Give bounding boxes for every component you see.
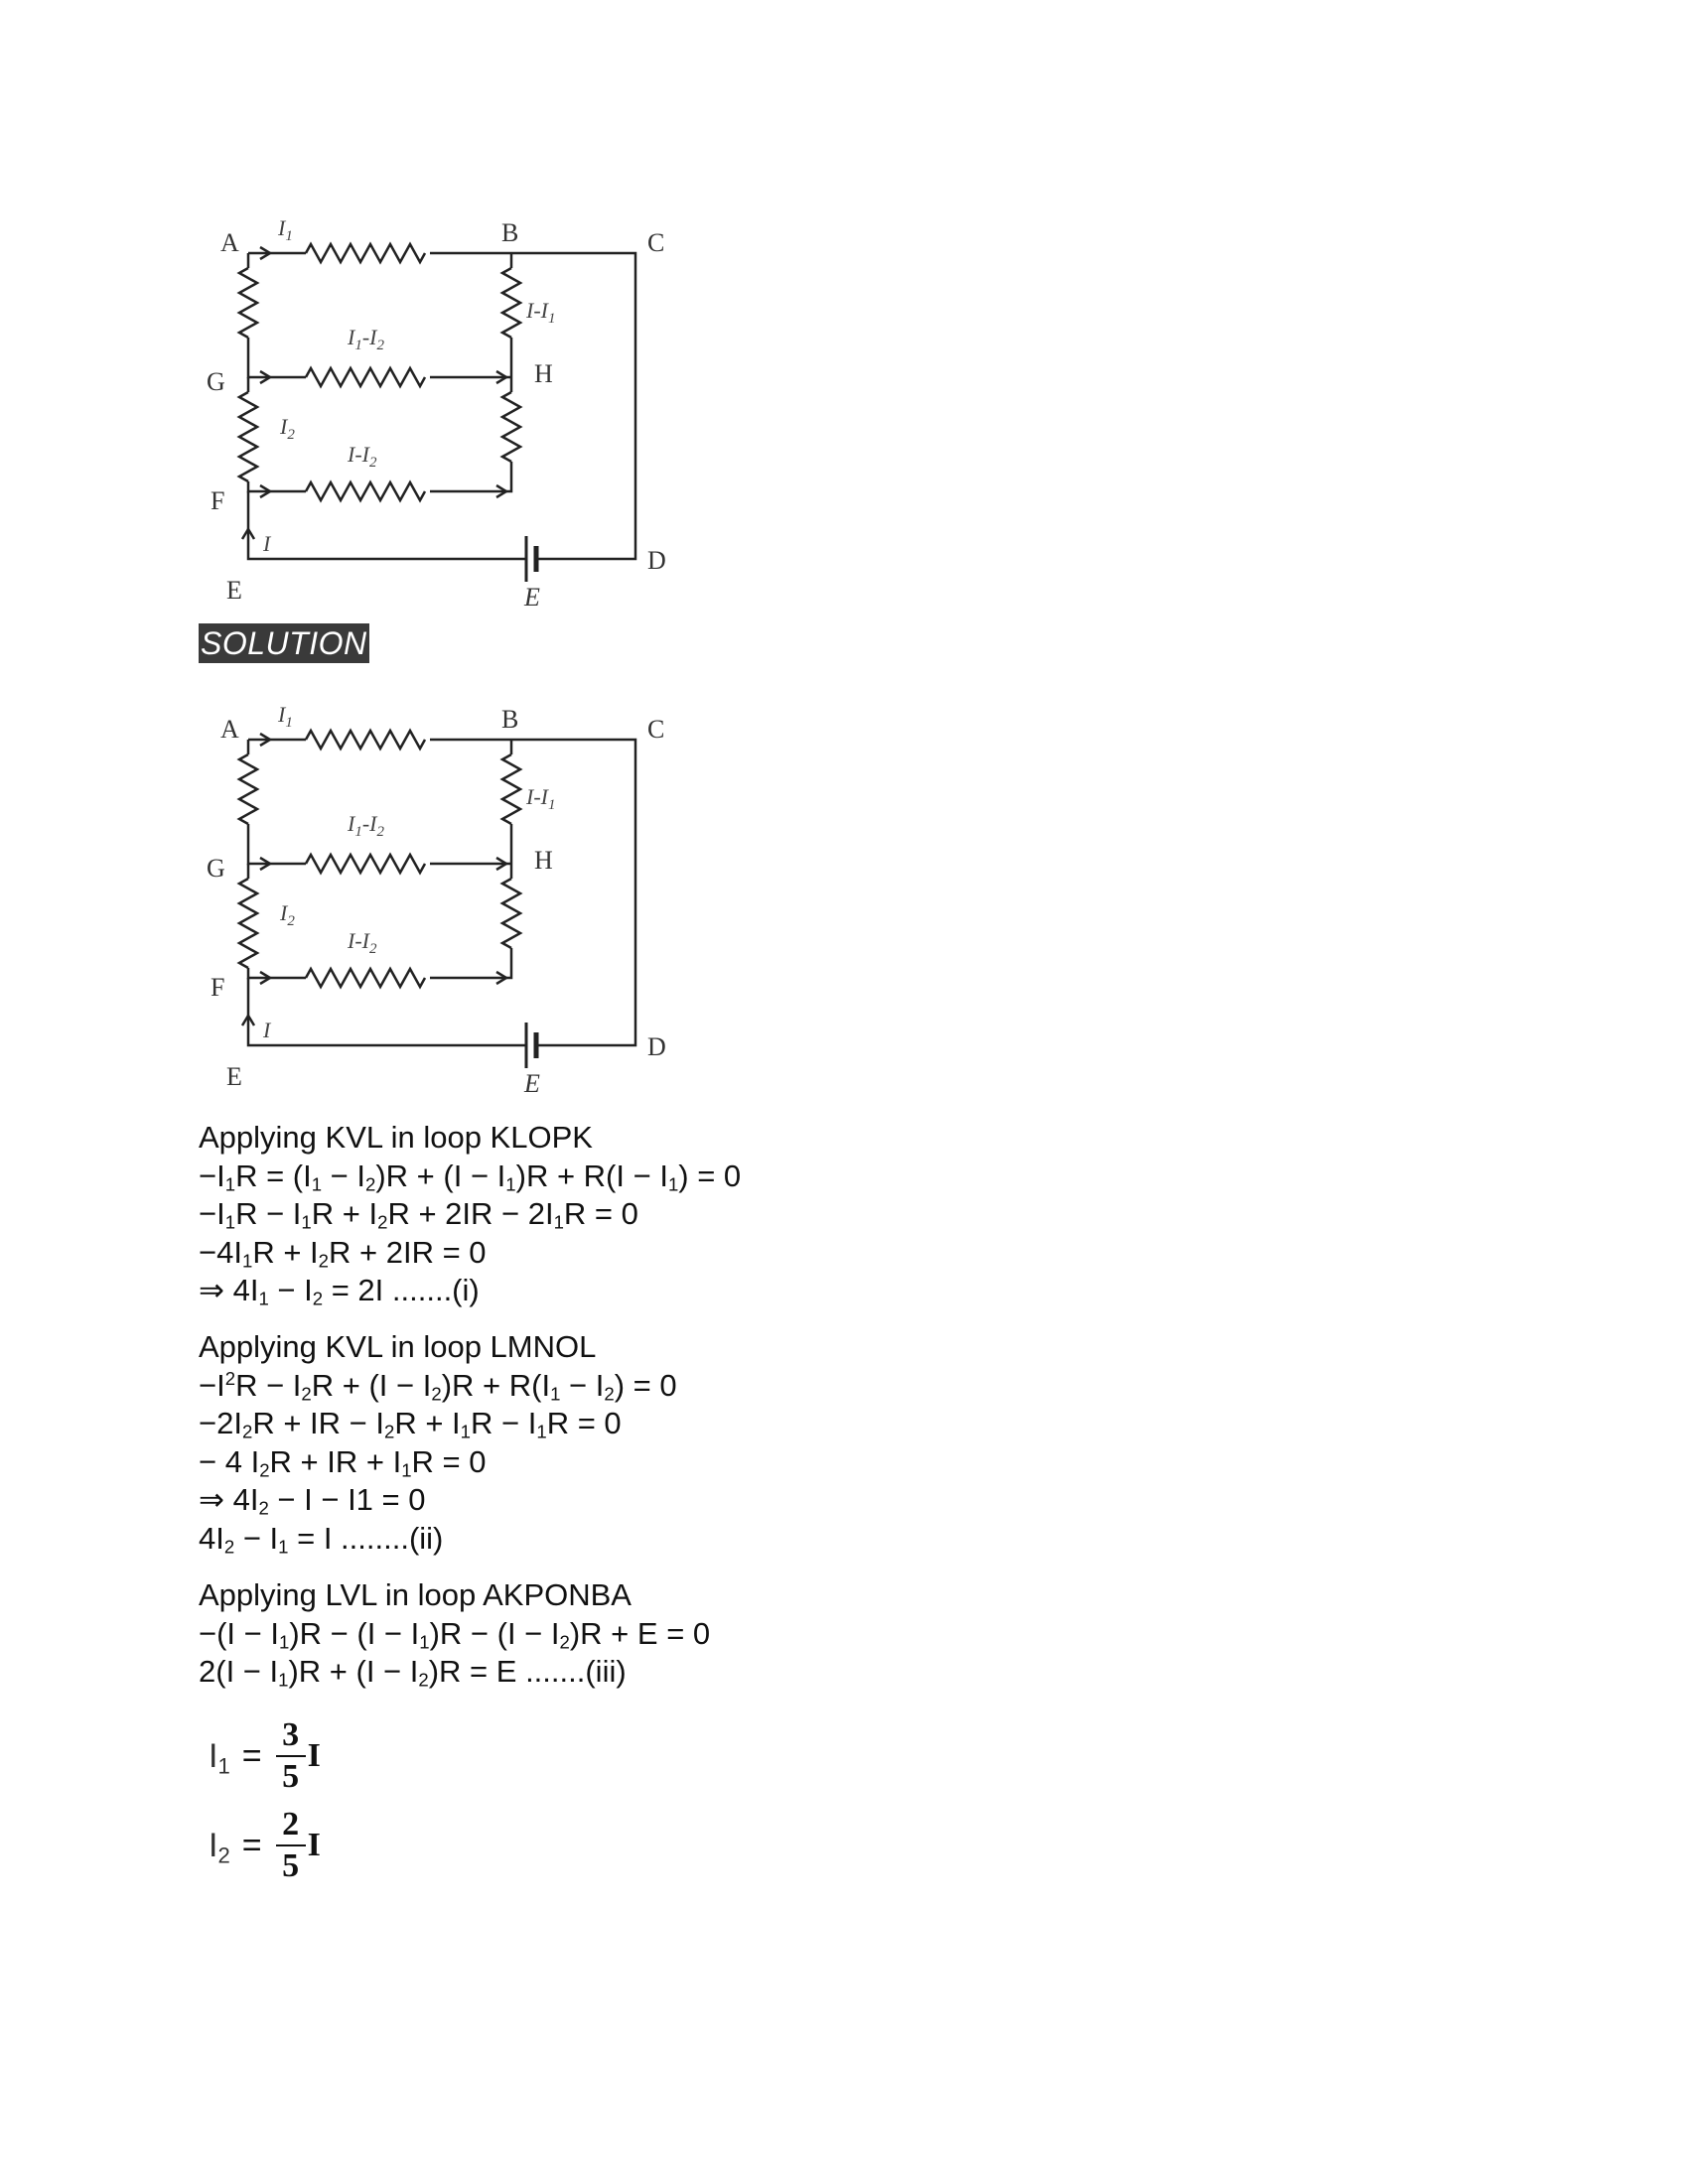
current-label-i2: $I_2$ <box>280 414 295 443</box>
kvl-loop-lmnol <box>199 1328 677 1558</box>
equation-line: $-2I_2R$ + IR − $I_2R + I_1R - I_1R = 0$ <box>199 1406 622 1442</box>
result-i2: $I_2$ = $\frac{2}{5}$ I <box>209 1806 321 1884</box>
solution-tag: SOLUTION <box>201 625 367 661</box>
current-label-i: I <box>263 1018 271 1042</box>
current-label-i2: $I_2$ <box>280 900 295 929</box>
equation-line: $-I_1R - I_1R + I_2R + 2IR - 2I_1R = 0$ <box>199 1196 638 1233</box>
node-label-f: F <box>211 486 225 515</box>
current-label-i-minus-i1: $I-I_1$ <box>526 298 556 327</box>
node-label-b: B <box>501 705 519 734</box>
circuit-diagram-solution <box>199 690 695 1097</box>
node-label-c: C <box>647 228 665 257</box>
equation-line: $-(I - I_1)R - (I - I_1)R - (I - I_2)R + E = 0$ <box>199 1615 711 1653</box>
current-label-i1: $I_1$ <box>278 702 293 731</box>
current-label-i-minus-i2: $I-I_2$ <box>348 928 377 957</box>
current-label-i1-minus-i2: $I_1-I_2$ <box>348 811 384 840</box>
fraction: $\frac{2}{5}$ <box>276 1805 306 1886</box>
result-i1: $I_1$ = $\frac{3}{5}$ I <box>209 1716 321 1795</box>
fraction: $\frac{3}{5}$ <box>276 1715 306 1797</box>
node-label-e: E <box>226 1062 242 1091</box>
current-label-i-minus-i1: $I-I_1$ <box>526 784 556 813</box>
battery-label: E <box>524 1069 540 1097</box>
kvl-title: Applying KVL in loop KLOPK <box>199 1120 593 1155</box>
node-label-h: H <box>534 359 553 388</box>
current-label-i-minus-i2: $I-I_2$ <box>348 442 377 471</box>
kvl-loop-klopk <box>199 1119 741 1310</box>
kvl-loop-akponba <box>199 1576 710 1692</box>
node-label-h: H <box>534 846 553 875</box>
current-label-i1-minus-i2: $I_1-I_2$ <box>348 325 384 353</box>
equation-line: $2(I - I_1)R + (I - I_2)R = E$ .......(iii) <box>199 1654 627 1691</box>
kvl-title: Applying LVL in loop AKPONBA <box>199 1577 632 1612</box>
kvl-title: Applying KVL in loop LMNOL <box>199 1329 597 1364</box>
equation-line: $-I_1R = (I_1 - I_2)R + (I - I_1)R + R(I - I_1) = 0$ <box>199 1158 742 1195</box>
node-label-f: F <box>211 973 225 1002</box>
node-label-e: E <box>226 576 242 605</box>
result-variable: $I_2$ <box>209 1826 230 1868</box>
node-label-g: G <box>207 367 225 396</box>
current-label-i: I <box>263 531 271 556</box>
node-label-a: A <box>220 228 239 257</box>
current-label-i1: $I_1$ <box>278 215 293 244</box>
node-label-b: B <box>501 218 519 247</box>
node-label-d: D <box>647 546 666 575</box>
result-variable: $I_1$ <box>209 1736 230 1779</box>
equation-line: $-4I_1R + I_2R + 2IR = 0$ <box>199 1234 487 1272</box>
node-label-g: G <box>207 854 225 883</box>
equation-line: − 4 $I_2R$ + IR + $I_1R = 0$ <box>199 1443 487 1481</box>
equation-line: ⇒ $4I_2 - I - I1 = 0$ <box>199 1482 426 1519</box>
circuit-diagram-question <box>199 204 695 611</box>
node-label-c: C <box>647 715 665 744</box>
equation-line: $4I_2 - I_1 = I$ ........(ii) <box>199 1520 444 1558</box>
node-label-d: D <box>647 1032 666 1061</box>
battery-label: E <box>524 583 540 611</box>
node-label-a: A <box>220 715 239 744</box>
equation-line: ⇒ $4I_1 - I_2 = 2I$ .......(i) <box>199 1273 480 1309</box>
equation-line: $-I^2R - I_2R + (I - I_2)R + R(I_1 - I_2) = 0$ <box>199 1367 677 1405</box>
